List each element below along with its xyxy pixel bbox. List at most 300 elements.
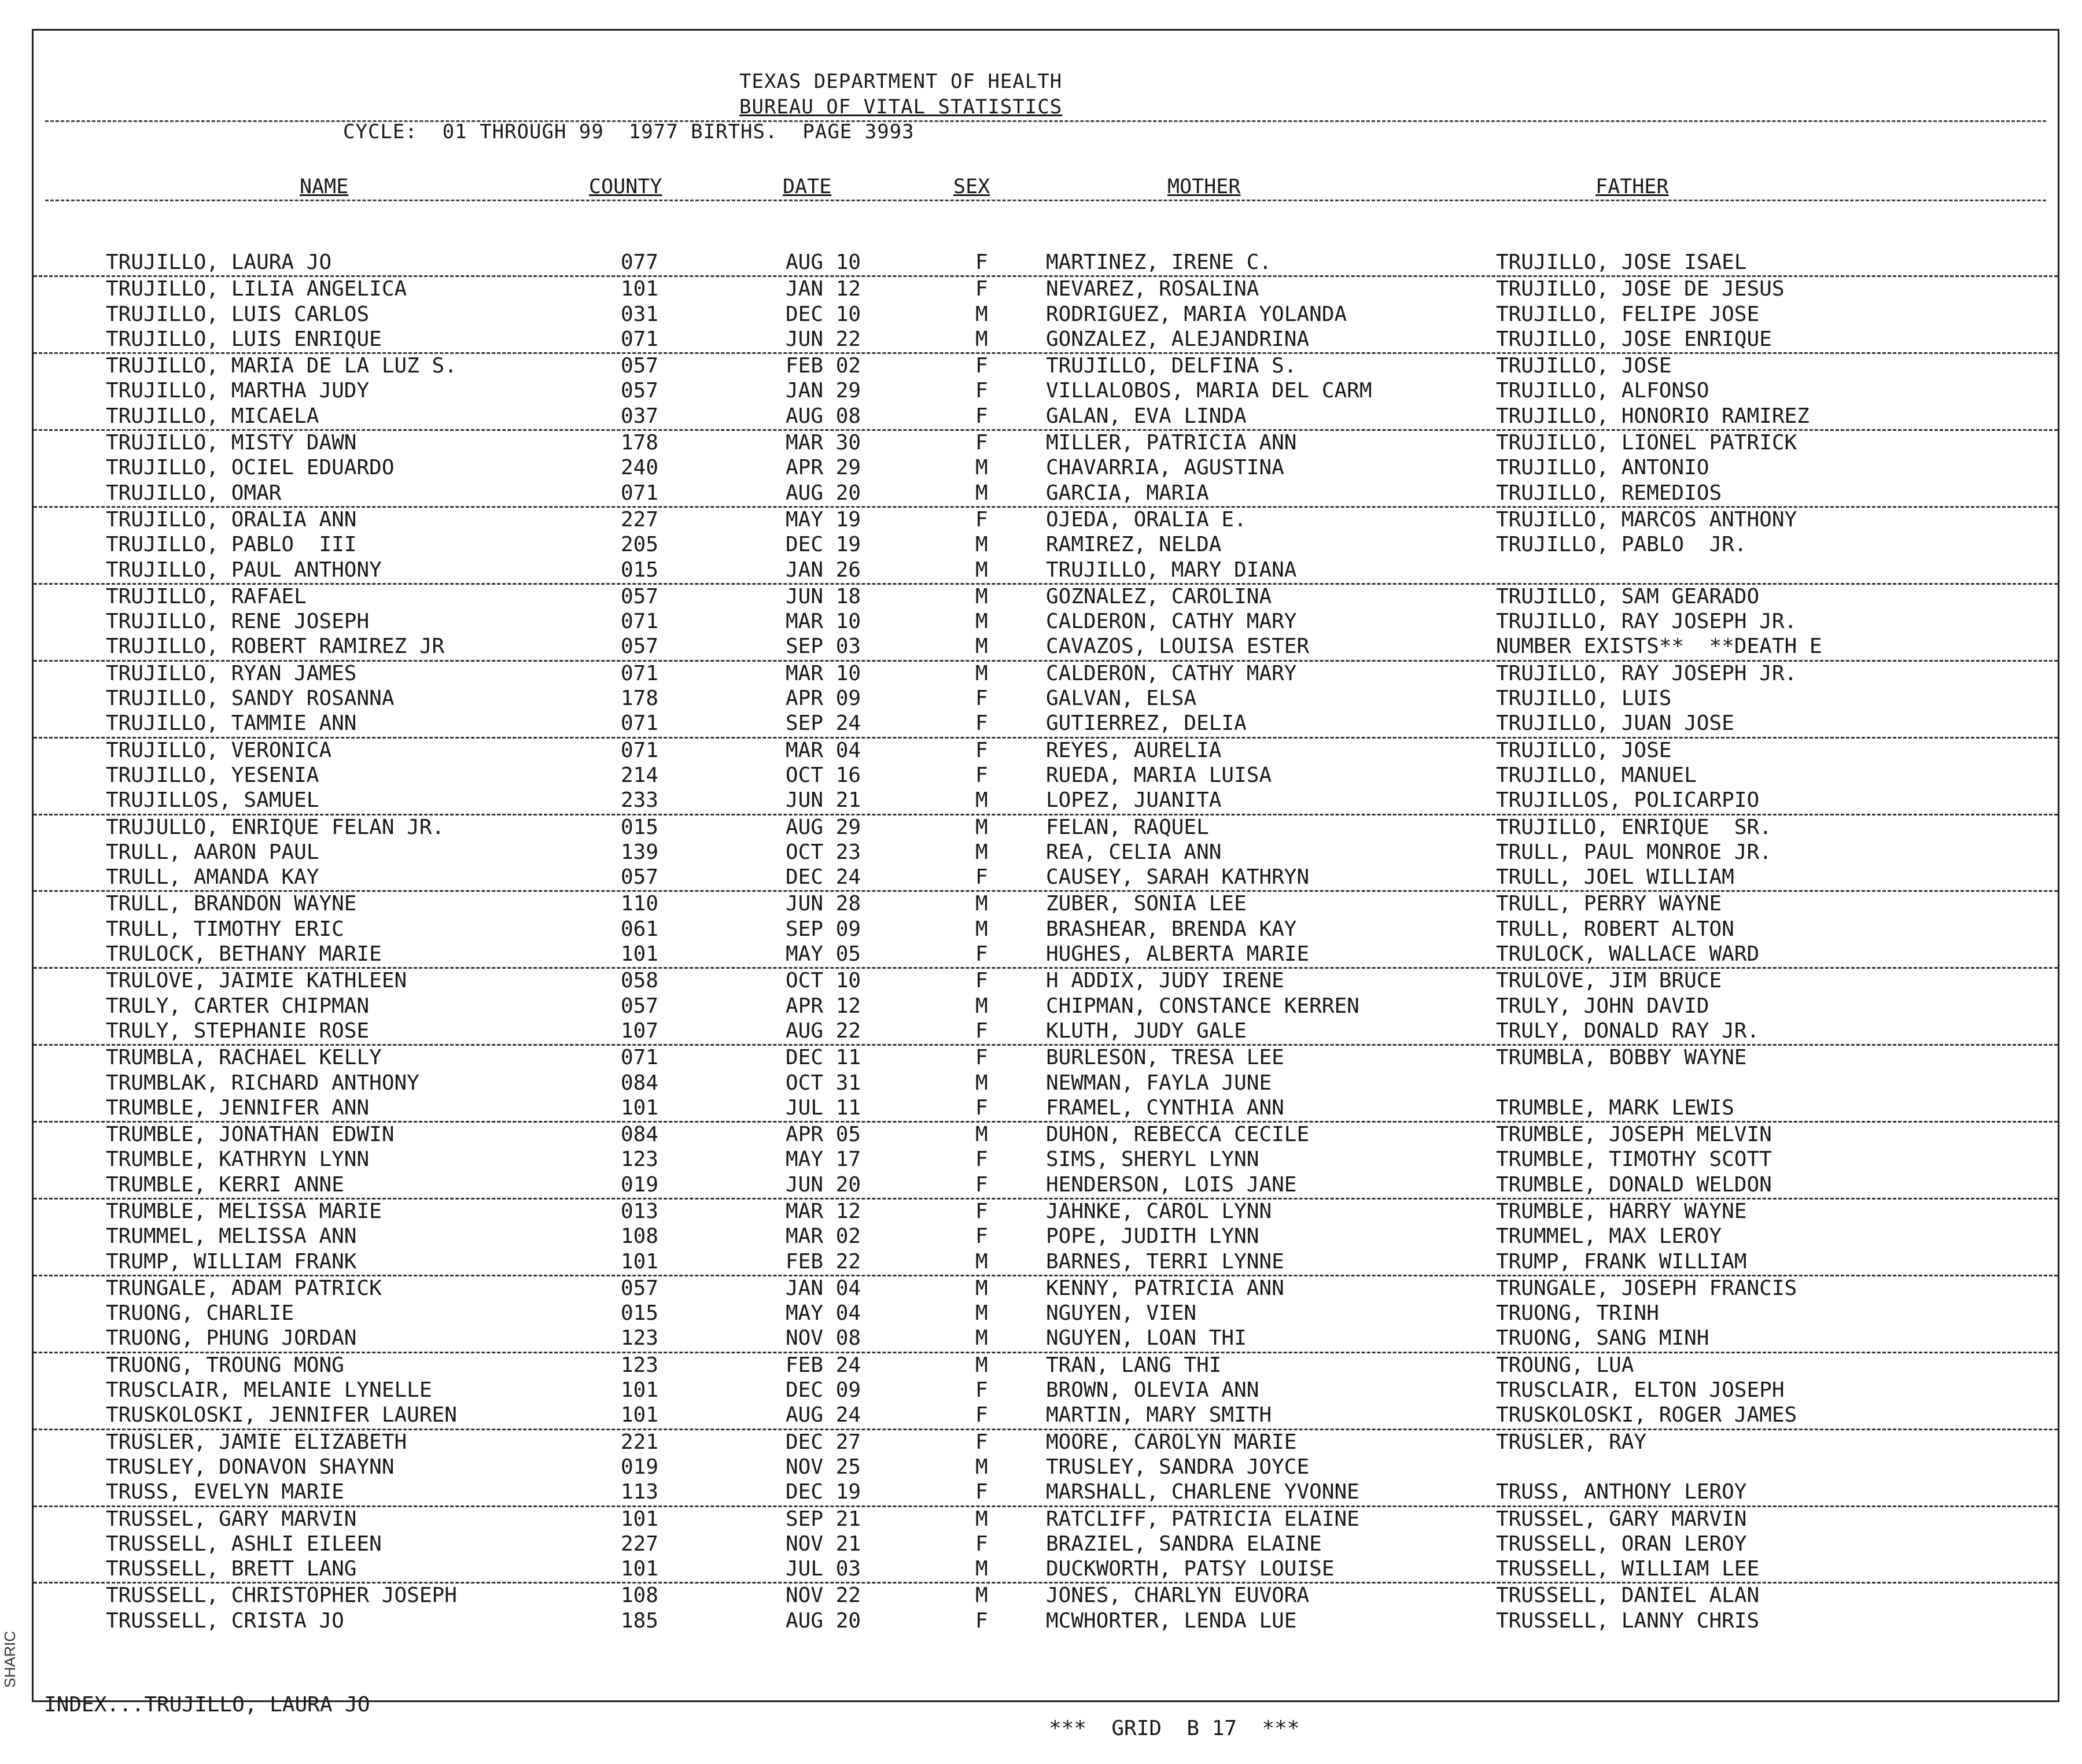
record-county: 084 (621, 1123, 659, 1147)
record-county: 178 (621, 431, 659, 455)
record-mother: VILLALOBOS, MARIA DEL CARM (1046, 379, 1372, 403)
record-mother: CAVAZOS, LOUISA ESTER (1046, 634, 1310, 659)
record-name: TRUONG, CHARLIE (106, 1301, 294, 1326)
record-father: TRULL, JOEL WILLIAM (1496, 865, 1734, 890)
record-sex: M (975, 661, 988, 685)
record-father: TRUMMEL, MAX LEROY (1496, 1224, 1722, 1249)
record-sex: F (975, 1046, 988, 1070)
record-county: 061 (621, 917, 659, 941)
record-row (34, 1200, 2058, 1224)
record-date: MAR 30 (786, 431, 861, 455)
record-name: TRUMBLAK, RICHARD ANTHONY (106, 1071, 419, 1095)
record-county: 071 (621, 610, 659, 634)
record-date: AUG 29 (786, 815, 861, 839)
record-county: 015 (621, 815, 659, 839)
record-name: TRULL, BRANDON WAYNE (106, 892, 357, 916)
record-mother: MILLER, PATRICIA ANN (1046, 431, 1297, 455)
record-sex: M (975, 533, 988, 557)
record-county: 108 (621, 1224, 659, 1249)
col-name: NAME (300, 175, 349, 198)
record-sex: M (975, 1455, 988, 1479)
record-name: TRULOCK, BETHANY MARIE (106, 942, 382, 966)
record-date: JUN 21 (786, 788, 861, 813)
record-name: TRUMP, WILLIAM FRANK (106, 1249, 357, 1274)
record-row (34, 942, 2058, 969)
record-date: JUL 03 (786, 1557, 861, 1581)
record-name: TRUJILLO, LUIS CARLOS (106, 302, 370, 326)
record-county: 178 (621, 687, 659, 711)
record-date: MAR 02 (786, 1224, 861, 1249)
record-date: FEB 02 (786, 354, 861, 378)
record-sex: F (975, 1018, 988, 1043)
record-father: TRUMBLE, MARK LEWIS (1496, 1095, 1734, 1120)
record-name: TRUMMEL, MELISSA ANN (106, 1224, 357, 1249)
record-name: TRUJILLO, RAFAEL (106, 584, 307, 608)
record-name: TRUJILLO, MICAELA (106, 404, 319, 428)
col-county: COUNTY (589, 175, 662, 198)
record-sex: F (975, 1430, 988, 1454)
record-row (34, 1353, 2058, 1378)
record-father: TRUSS, ANTHONY LEROY (1496, 1480, 1747, 1504)
record-county: 031 (621, 302, 659, 326)
record-date: AUG 08 (786, 404, 861, 428)
record-name: TRULL, AARON PAUL (106, 840, 319, 864)
record-mother: RAMIREZ, NELDA (1046, 533, 1222, 557)
record-county: 139 (621, 840, 659, 864)
record-row (34, 634, 2058, 661)
record-county: 057 (621, 994, 659, 1018)
record-name: TRUMBLE, MELISSA MARIE (106, 1199, 382, 1223)
record-date: MAY 04 (786, 1301, 861, 1326)
record-row (34, 1276, 2058, 1301)
record-name: TRULOVE, JAIMIE KATHLEEN (106, 969, 407, 993)
record-mother: HUGHES, ALBERTA MARIE (1046, 942, 1310, 966)
record-county: 113 (621, 1480, 659, 1504)
record-name: TRUJILLO, RYAN JAMES (106, 661, 357, 685)
record-sex: M (975, 892, 988, 916)
record-county: 101 (621, 942, 659, 966)
record-sex: F (975, 1480, 988, 1504)
record-date: DEC 19 (786, 1480, 861, 1504)
record-county: 101 (621, 1378, 659, 1403)
record-date: OCT 10 (786, 969, 861, 993)
record-father: TRUSLER, RAY (1496, 1430, 1647, 1454)
record-county: 233 (621, 788, 659, 813)
record-county: 227 (621, 1531, 659, 1556)
record-row (34, 250, 2058, 277)
record-sex: M (975, 634, 988, 659)
record-father: TRUSSEL, GARY MARVIN (1496, 1507, 1747, 1531)
record-county: 110 (621, 892, 659, 916)
record-mother: TRAN, LANG THI (1046, 1353, 1222, 1377)
record-date: JUN 18 (786, 584, 861, 608)
record-county: 013 (621, 1199, 659, 1223)
record-father: TRUJILLO, HONORIO RAMIREZ (1496, 404, 1810, 428)
record-mother: DUHON, REBECCA CECILE (1046, 1123, 1310, 1147)
record-father: TRULL, PAUL MONROE JR. (1496, 840, 1772, 864)
col-sex: SEX (953, 175, 990, 198)
record-row (34, 327, 2058, 354)
record-date: JUN 22 (786, 327, 861, 351)
record-date: AUG 20 (786, 481, 861, 505)
record-county: 057 (621, 1276, 659, 1300)
header-title: TEXAS DEPARTMENT OF HEALTH (739, 70, 1063, 93)
record-mother: REA, CELIA ANN (1046, 840, 1222, 864)
record-sex: F (975, 1172, 988, 1197)
record-name: TRUMBLE, JONATHAN EDWIN (106, 1123, 395, 1147)
record-father: TRULL, ROBERT ALTON (1496, 917, 1734, 941)
record-sex: F (975, 379, 988, 403)
record-row (34, 456, 2058, 481)
record-mother: BARNES, TERRI LYNNE (1046, 1249, 1284, 1274)
record-name: TRUSLEY, DONAVON SHAYNN (106, 1455, 395, 1479)
record-sex: M (975, 1071, 988, 1095)
record-date: MAY 05 (786, 942, 861, 966)
record-sex: M (975, 1353, 988, 1377)
record-name: TRUJILLO, LAURA JO (106, 250, 332, 274)
record-row (34, 865, 2058, 892)
record-date: MAR 12 (786, 1199, 861, 1223)
record-date: JUN 28 (786, 892, 861, 916)
record-father: TRUJILLO, ALFONSO (1496, 379, 1709, 403)
record-county: 057 (621, 584, 659, 608)
record-father: TRUMBLE, HARRY WAYNE (1496, 1199, 1747, 1223)
record-father: TRUJILLO, ANTONIO (1496, 456, 1709, 480)
record-date: JUN 20 (786, 1172, 861, 1197)
record-name: TRUONG, TROUNG MONG (106, 1353, 344, 1377)
record-row (34, 739, 2058, 763)
record-row (34, 917, 2058, 942)
record-county: 205 (621, 533, 659, 557)
record-mother: RATCLIFF, PATRICIA ELAINE (1046, 1507, 1359, 1531)
record-father: TRUONG, SANG MINH (1496, 1326, 1709, 1350)
record-name: TRULY, CARTER CHIPMAN (106, 994, 370, 1018)
record-date: MAY 19 (786, 507, 861, 532)
record-row (34, 1455, 2058, 1480)
footer (34, 1669, 2058, 1764)
record-row (34, 788, 2058, 815)
record-sex: M (975, 788, 988, 813)
record-date: SEP 21 (786, 1507, 861, 1531)
record-father: TRUJILLO, ENRIQUE SR. (1496, 815, 1772, 839)
record-father: TRUMBLE, DONALD WELDON (1496, 1172, 1772, 1197)
record-row (34, 1480, 2058, 1507)
record-county: 101 (621, 1507, 659, 1531)
record-father: TRUJILLO, FELIPE JOSE (1496, 302, 1760, 326)
record-date: JUL 11 (786, 1095, 861, 1120)
record-date: DEC 09 (786, 1378, 861, 1403)
record-sex: F (975, 1531, 988, 1556)
record-mother: BURLESON, TRESA LEE (1046, 1046, 1284, 1070)
record-mother: CAUSEY, SARAH KATHRYN (1046, 865, 1310, 890)
record-name: TRUJILLO, OCIEL EDUARDO (106, 456, 395, 480)
record-date: DEC 11 (786, 1046, 861, 1070)
header-subtitle: BUREAU OF VITAL STATISTICS (739, 95, 1063, 119)
record-name: TRUMBLE, KATHRYN LYNN (106, 1147, 370, 1172)
record-sex: M (975, 1584, 988, 1608)
record-mother: ZUBER, SONIA LEE (1046, 892, 1247, 916)
record-row (34, 994, 2058, 1019)
record-mother: GALVAN, ELSA (1046, 687, 1197, 711)
record-row (34, 969, 2058, 994)
record-mother: HENDERSON, LOIS JANE (1046, 1172, 1297, 1197)
record-date: JAN 04 (786, 1276, 861, 1300)
record-row (34, 815, 2058, 840)
col-date: DATE (783, 175, 832, 198)
record-sex: M (975, 558, 988, 582)
record-mother: NGUYEN, VIEN (1046, 1301, 1197, 1326)
record-row (34, 1507, 2058, 1532)
record-mother: NGUYEN, LOAN THI (1046, 1326, 1247, 1350)
record-name: TRUSSELL, CHRISTOPHER JOSEPH (106, 1584, 457, 1608)
column-headers (34, 175, 2058, 201)
record-row (34, 1123, 2058, 1147)
record-date: DEC 10 (786, 302, 861, 326)
record-father: TRUJILLO, REMEDIOS (1496, 481, 1722, 505)
record-father: TRUMP, FRANK WILLIAM (1496, 1249, 1747, 1274)
record-father: TRUSKOLOSKI, ROGER JAMES (1496, 1403, 1797, 1427)
record-mother: KLUTH, JUDY GALE (1046, 1018, 1247, 1043)
record-name: TRUJILLO, ORALIA ANN (106, 507, 357, 532)
record-date: DEC 19 (786, 533, 861, 557)
record-row (34, 481, 2058, 508)
record-row (34, 1096, 2058, 1123)
record-name: TRUJILLO, TAMMIE ANN (106, 711, 357, 736)
record-county: 071 (621, 1046, 659, 1070)
record-date: NOV 21 (786, 1531, 861, 1556)
record-date: SEP 24 (786, 711, 861, 736)
record-date: DEC 24 (786, 865, 861, 890)
record-row (34, 533, 2058, 558)
record-row (34, 585, 2058, 610)
record-date: OCT 16 (786, 763, 861, 787)
record-mother: KENNY, PATRICIA ANN (1046, 1276, 1284, 1300)
record-date: NOV 25 (786, 1455, 861, 1479)
record-name: TRUMBLA, RACHAEL KELLY (106, 1046, 382, 1070)
footer-grid: *** GRID B 17 *** (1049, 1717, 1300, 1740)
record-sex: M (975, 610, 988, 634)
record-sex: F (975, 507, 988, 532)
record-father: TRUSCLAIR, ELTON JOSEPH (1496, 1378, 1785, 1403)
record-county: 077 (621, 250, 659, 274)
record-mother: MARTIN, MARY SMITH (1046, 1403, 1272, 1427)
record-name: TRUJILLO, ROBERT RAMIREZ JR (106, 634, 445, 659)
record-sex: M (975, 1326, 988, 1350)
record-date: MAR 10 (786, 661, 861, 685)
record-father: TRUJILLO, JOSE DE JESUS (1496, 277, 1785, 301)
record-county: 221 (621, 1430, 659, 1454)
record-date: AUG 24 (786, 1403, 861, 1427)
record-name: TRUJILLOS, SAMUEL (106, 788, 319, 813)
record-father: NUMBER EXISTS** **DEATH E (1496, 634, 1822, 659)
record-name: TRULL, AMANDA KAY (106, 865, 319, 890)
record-mother: GUTIERREZ, DELIA (1046, 711, 1247, 736)
record-father: TRUSSELL, WILLIAM LEE (1496, 1557, 1760, 1581)
record-name: TRUJILLO, MISTY DAWN (106, 431, 357, 455)
record-date: DEC 27 (786, 1430, 861, 1454)
records-list (34, 250, 2058, 1634)
record-sex: M (975, 302, 988, 326)
record-father: TROUNG, LUA (1496, 1353, 1634, 1377)
record-mother: GOZNALEZ, CAROLINA (1046, 584, 1272, 608)
record-sex: F (975, 1378, 988, 1403)
record-date: FEB 22 (786, 1249, 861, 1274)
record-date: AUG 20 (786, 1608, 861, 1633)
record-name: TRUJILLO, RENE JOSEPH (106, 610, 370, 634)
record-county: 071 (621, 481, 659, 505)
record-date: NOV 22 (786, 1584, 861, 1608)
record-sex: M (975, 1557, 988, 1581)
record-mother: JONES, CHARLYN EUVORA (1046, 1584, 1310, 1608)
record-date: SEP 09 (786, 917, 861, 941)
record-sex: F (975, 1147, 988, 1172)
record-name: TRUMBLE, KERRI ANNE (106, 1172, 344, 1197)
record-county: 071 (621, 661, 659, 685)
record-sex: M (975, 994, 988, 1018)
record-mother: RODRIGUEZ, MARIA YOLANDA (1046, 302, 1347, 326)
record-row (34, 1430, 2058, 1455)
record-father: TRUJILLO, JOSE ISAEL (1496, 250, 1747, 274)
record-date: AUG 10 (786, 250, 861, 274)
record-date: FEB 24 (786, 1353, 861, 1377)
record-row (34, 711, 2058, 738)
record-sex: F (975, 738, 988, 762)
record-father: TRUJILLO, MANUEL (1496, 763, 1697, 787)
record-mother: MARTINEZ, IRENE C. (1046, 250, 1272, 274)
record-sex: F (975, 431, 988, 455)
record-father: TRUJILLO, LIONEL PATRICK (1496, 431, 1797, 455)
col-father: FATHER (1595, 175, 1669, 198)
record-county: 057 (621, 634, 659, 659)
record-sex: M (975, 840, 988, 864)
record-mother: BRAZIEL, SANDRA ELAINE (1046, 1531, 1322, 1556)
record-date: APR 09 (786, 687, 861, 711)
record-father: TRUNGALE, JOSEPH FRANCIS (1496, 1276, 1797, 1300)
record-name: TRUSCLAIR, MELANIE LYNELLE (106, 1378, 432, 1403)
record-mother: NEWMAN, FAYLA JUNE (1046, 1071, 1272, 1095)
record-sex: M (975, 456, 988, 480)
record-row (34, 840, 2058, 865)
record-row (34, 687, 2058, 711)
record-county: 019 (621, 1172, 659, 1197)
side-tag: SHARIC (1, 1631, 19, 1688)
record-mother: CHIPMAN, CONSTANCE KERREN (1046, 994, 1359, 1018)
record-mother: REYES, AURELIA (1046, 738, 1222, 762)
record-county: 057 (621, 865, 659, 890)
record-sex: M (975, 1276, 988, 1300)
record-row (34, 1147, 2058, 1172)
record-name: TRUSSEL, GARY MARVIN (106, 1507, 357, 1531)
record-date: JAN 29 (786, 379, 861, 403)
record-row (34, 1250, 2058, 1276)
record-sex: F (975, 711, 988, 736)
record-row (34, 404, 2058, 431)
record-mother: BRASHEAR, BRENDA KAY (1046, 917, 1297, 941)
record-sex: F (975, 687, 988, 711)
record-date: NOV 08 (786, 1326, 861, 1350)
record-sex: F (975, 1224, 988, 1249)
record-father: TRUSSELL, ORAN LEROY (1496, 1531, 1747, 1556)
record-date: APR 12 (786, 994, 861, 1018)
record-sex: F (975, 354, 988, 378)
record-county: 037 (621, 404, 659, 428)
record-name: TRUJILLO, MARIA DE LA LUZ S. (106, 354, 457, 378)
record-father: TRUJILLO, JOSE (1496, 354, 1672, 378)
record-row (34, 1224, 2058, 1249)
record-mother: RUEDA, MARIA LUISA (1046, 763, 1272, 787)
record-sex: F (975, 763, 988, 787)
record-county: 019 (621, 1455, 659, 1479)
record-father: TRUJILLO, JOSE ENRIQUE (1496, 327, 1772, 351)
record-mother: H ADDIX, JUDY IRENE (1046, 969, 1284, 993)
record-county: 101 (621, 1095, 659, 1120)
record-date: SEP 03 (786, 634, 861, 659)
record-name: TRUJILLO, LILIA ANGELICA (106, 277, 407, 301)
footer-index: INDEX...TRUJILLO, LAURA JO (44, 1693, 370, 1717)
record-mother: OJEDA, ORALIA E. (1046, 507, 1247, 532)
record-row (34, 354, 2058, 379)
record-mother: BROWN, OLEVIA ANN (1046, 1378, 1259, 1403)
record-sex: F (975, 1095, 988, 1120)
record-name: TRUMBLE, JENNIFER ANN (106, 1095, 370, 1120)
record-name: TRUSS, EVELYN MARIE (106, 1480, 344, 1504)
record-county: 058 (621, 969, 659, 993)
record-mother: MCWHORTER, LENDA LUE (1046, 1608, 1297, 1633)
record-row (34, 1301, 2058, 1326)
record-county: 107 (621, 1018, 659, 1043)
record-father: TRUJILLOS, POLICARPIO (1496, 788, 1760, 813)
record-father: TRUMBLA, BOBBY WAYNE (1496, 1046, 1747, 1070)
record-name: TRUSSELL, CRISTA JO (106, 1608, 344, 1633)
record-row (34, 1557, 2058, 1584)
record-name: TRUJULLO, ENRIQUE FELAN JR. (106, 815, 445, 839)
record-county: 084 (621, 1071, 659, 1095)
record-father: TRUJILLO, PABLO JR. (1496, 533, 1747, 557)
record-mother: NEVAREZ, ROSALINA (1046, 277, 1259, 301)
record-county: 057 (621, 354, 659, 378)
record-father: TRUJILLO, LUIS (1496, 687, 1672, 711)
document-frame (32, 29, 2059, 1740)
record-county: 015 (621, 1301, 659, 1326)
record-row (34, 302, 2058, 327)
record-sex: F (975, 1403, 988, 1427)
record-date: MAY 17 (786, 1147, 861, 1172)
record-county: 015 (621, 558, 659, 582)
record-name: TRUJILLO, MARTHA JUDY (106, 379, 370, 403)
record-row (34, 431, 2058, 456)
record-county: 071 (621, 738, 659, 762)
record-row (34, 277, 2058, 302)
record-sex: M (975, 1301, 988, 1326)
record-father: TRULOVE, JIM BRUCE (1496, 969, 1722, 993)
record-mother: FELAN, RAQUEL (1046, 815, 1209, 839)
record-date: MAR 10 (786, 610, 861, 634)
record-mother: DUCKWORTH, PATSY LOUISE (1046, 1557, 1335, 1581)
record-county: 123 (621, 1147, 659, 1172)
record-row (34, 379, 2058, 404)
record-mother: MARSHALL, CHARLENE YVONNE (1046, 1480, 1359, 1504)
record-date: JAN 26 (786, 558, 861, 582)
record-mother: CALDERON, CATHY MARY (1046, 661, 1297, 685)
record-sex: M (975, 1507, 988, 1531)
record-father: TRUJILLO, RAY JOSEPH JR. (1496, 610, 1797, 634)
record-name: TRUJILLO, PAUL ANTHONY (106, 558, 382, 582)
record-mother: CHAVARRIA, AGUSTINA (1046, 456, 1284, 480)
record-name: TRUSSELL, ASHLI EILEEN (106, 1531, 382, 1556)
record-name: TRUONG, PHUNG JORDAN (106, 1326, 357, 1350)
record-date: APR 29 (786, 456, 861, 480)
record-row (34, 1532, 2058, 1557)
